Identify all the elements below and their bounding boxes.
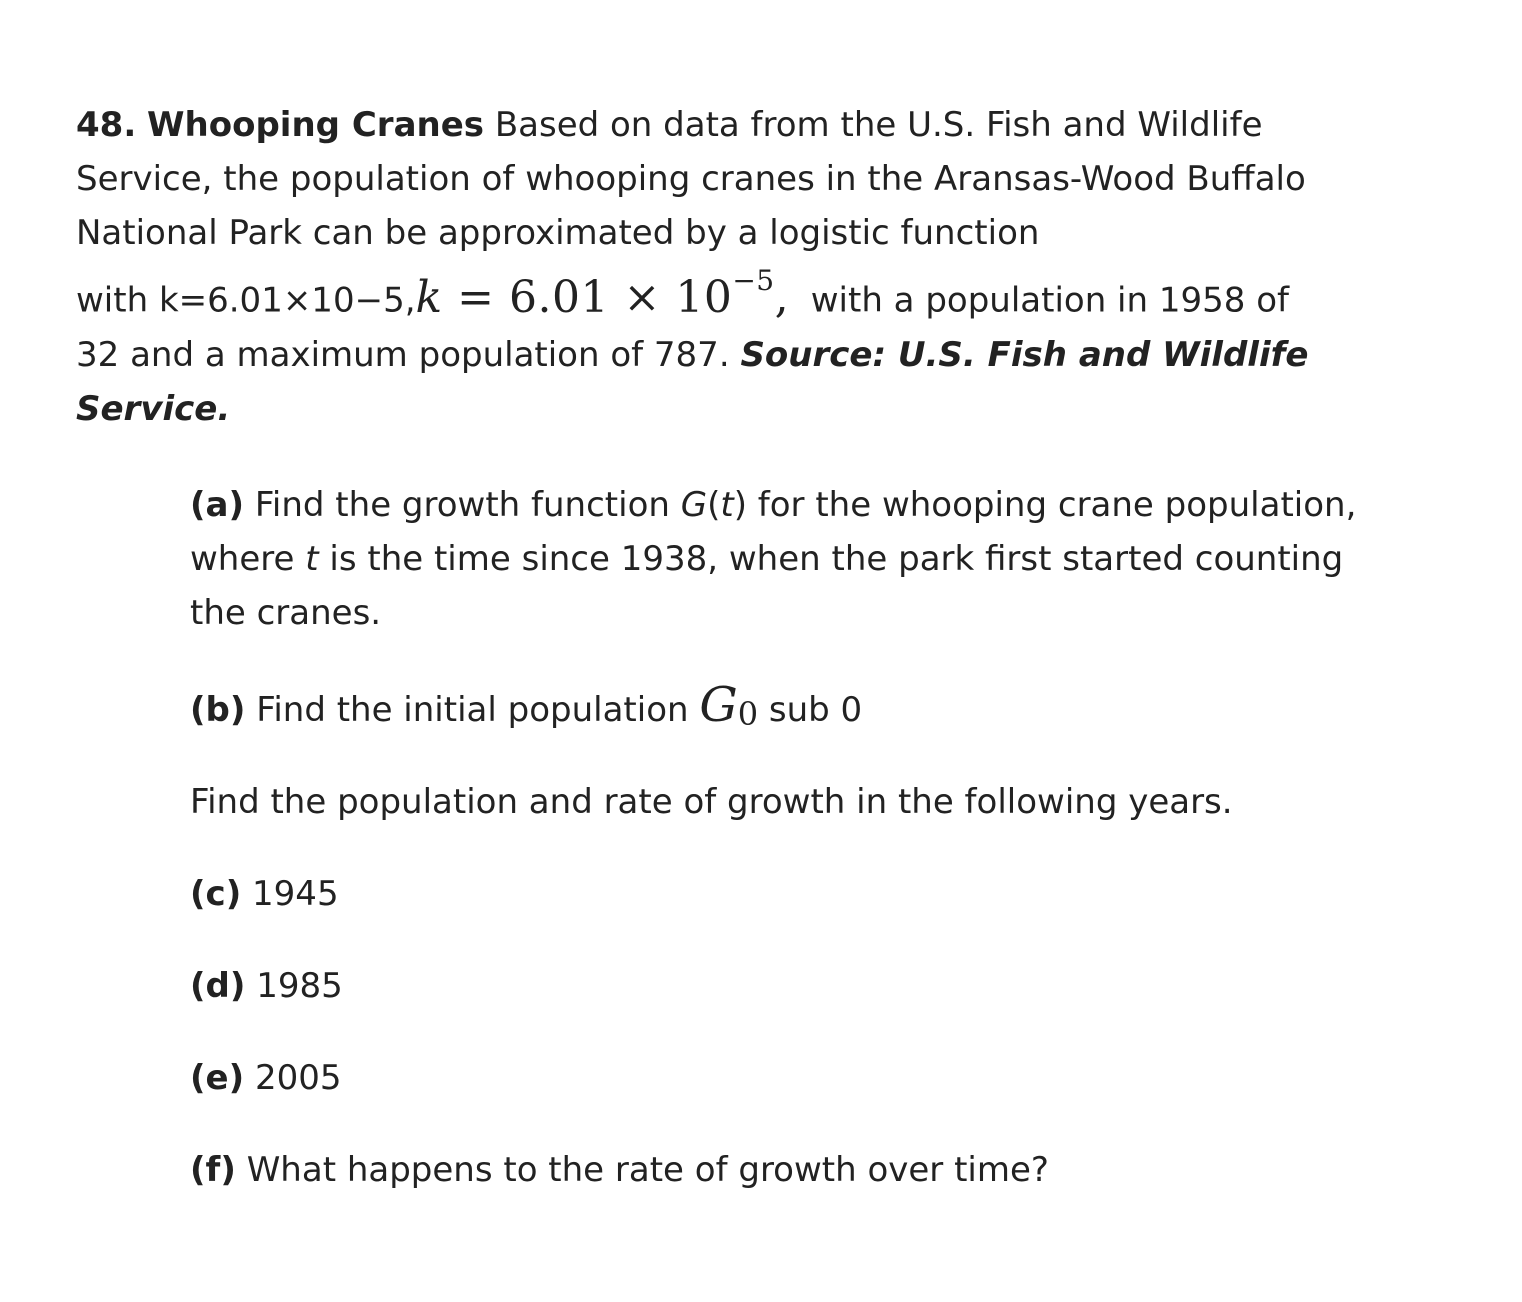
statement-line-2: Service, the population of whooping cranes in the Aransas-Wood Buffalo: [76, 159, 1306, 199]
part-a-line-2: [190, 532, 1370, 586]
part-a-line-1: [190, 478, 1370, 532]
part-b: [190, 678, 1370, 737]
part-a-text-2: for the whooping crane population,: [757, 484, 1357, 525]
part-c-text: 1945: [252, 873, 339, 914]
statement-line-1: [76, 98, 1366, 152]
statement-line-3: National Park can be approximated by a logistic function: [76, 213, 1040, 253]
paren-open: (: [707, 484, 721, 525]
t-var: t: [720, 484, 734, 525]
statement-line-6: [76, 382, 1366, 436]
math-k: k: [415, 271, 443, 323]
part-a-line-3: the cranes.: [190, 592, 382, 633]
part-c-label: (c): [190, 873, 242, 914]
t-variable: t: [305, 538, 319, 579]
problem-statement: [76, 98, 1366, 436]
part-e: [190, 1051, 1370, 1105]
source-citation: Source: U.S. Fish and Wildlife: [740, 334, 1309, 375]
part-a-text-3: where: [190, 538, 295, 579]
part-a: [190, 478, 1370, 640]
part-f-label: (f): [190, 1149, 236, 1190]
g-zero-math: [699, 677, 758, 733]
statement-line-4: [76, 260, 1366, 328]
g-letter: G: [699, 676, 738, 733]
part-e-label: (e): [190, 1057, 245, 1098]
part-f-text: What happens to the rate of growth over time?: [246, 1149, 1049, 1190]
k-value-math: [415, 264, 790, 323]
math-equation: = 6.01 × 10: [442, 271, 733, 323]
part-e-text: 2005: [254, 1057, 342, 1098]
part-d: [190, 959, 1370, 1013]
part-c: [190, 867, 1370, 921]
statement-text-5: 32 and a maximum population of 787.: [76, 334, 730, 375]
g-var: G: [680, 484, 708, 525]
part-a-text-4: is the time since 1938, when the park first started counting: [329, 538, 1344, 579]
part-a-text-1: Find the growth function: [254, 484, 670, 525]
part-d-text: 1985: [256, 965, 343, 1006]
problem-parts: [190, 478, 1456, 1197]
part-b-line: [190, 678, 1370, 737]
part-d-label: (d): [190, 965, 246, 1006]
problem-page: [76, 98, 1456, 1235]
statement-line-5: [76, 328, 1366, 382]
statement-text-4: with a population in 1958 of: [810, 280, 1289, 321]
part-a-label: (a): [190, 484, 245, 525]
math-exponent: −5: [732, 264, 775, 297]
g-subscript: 0: [737, 694, 759, 733]
statement-text-1: Based on data from the U.S. Fish and Wildlife: [494, 105, 1263, 145]
part-b-suffix: sub 0: [768, 689, 863, 730]
math-comma: ,: [774, 271, 790, 323]
part-f: [190, 1143, 1370, 1197]
part-b-label: (b): [190, 689, 246, 730]
problem-title: Whooping Cranes: [147, 105, 485, 145]
g-function: [681, 485, 747, 525]
k-value-text: with k=6.01×10−5,: [76, 280, 416, 321]
problem-number: 48.: [76, 105, 137, 145]
source-citation-end: Service.: [76, 388, 231, 429]
instruction-text: Find the population and rate of growth in the following years.: [190, 781, 1233, 822]
paren-close: ): [733, 484, 747, 525]
part-b-text: Find the initial population: [256, 689, 689, 730]
